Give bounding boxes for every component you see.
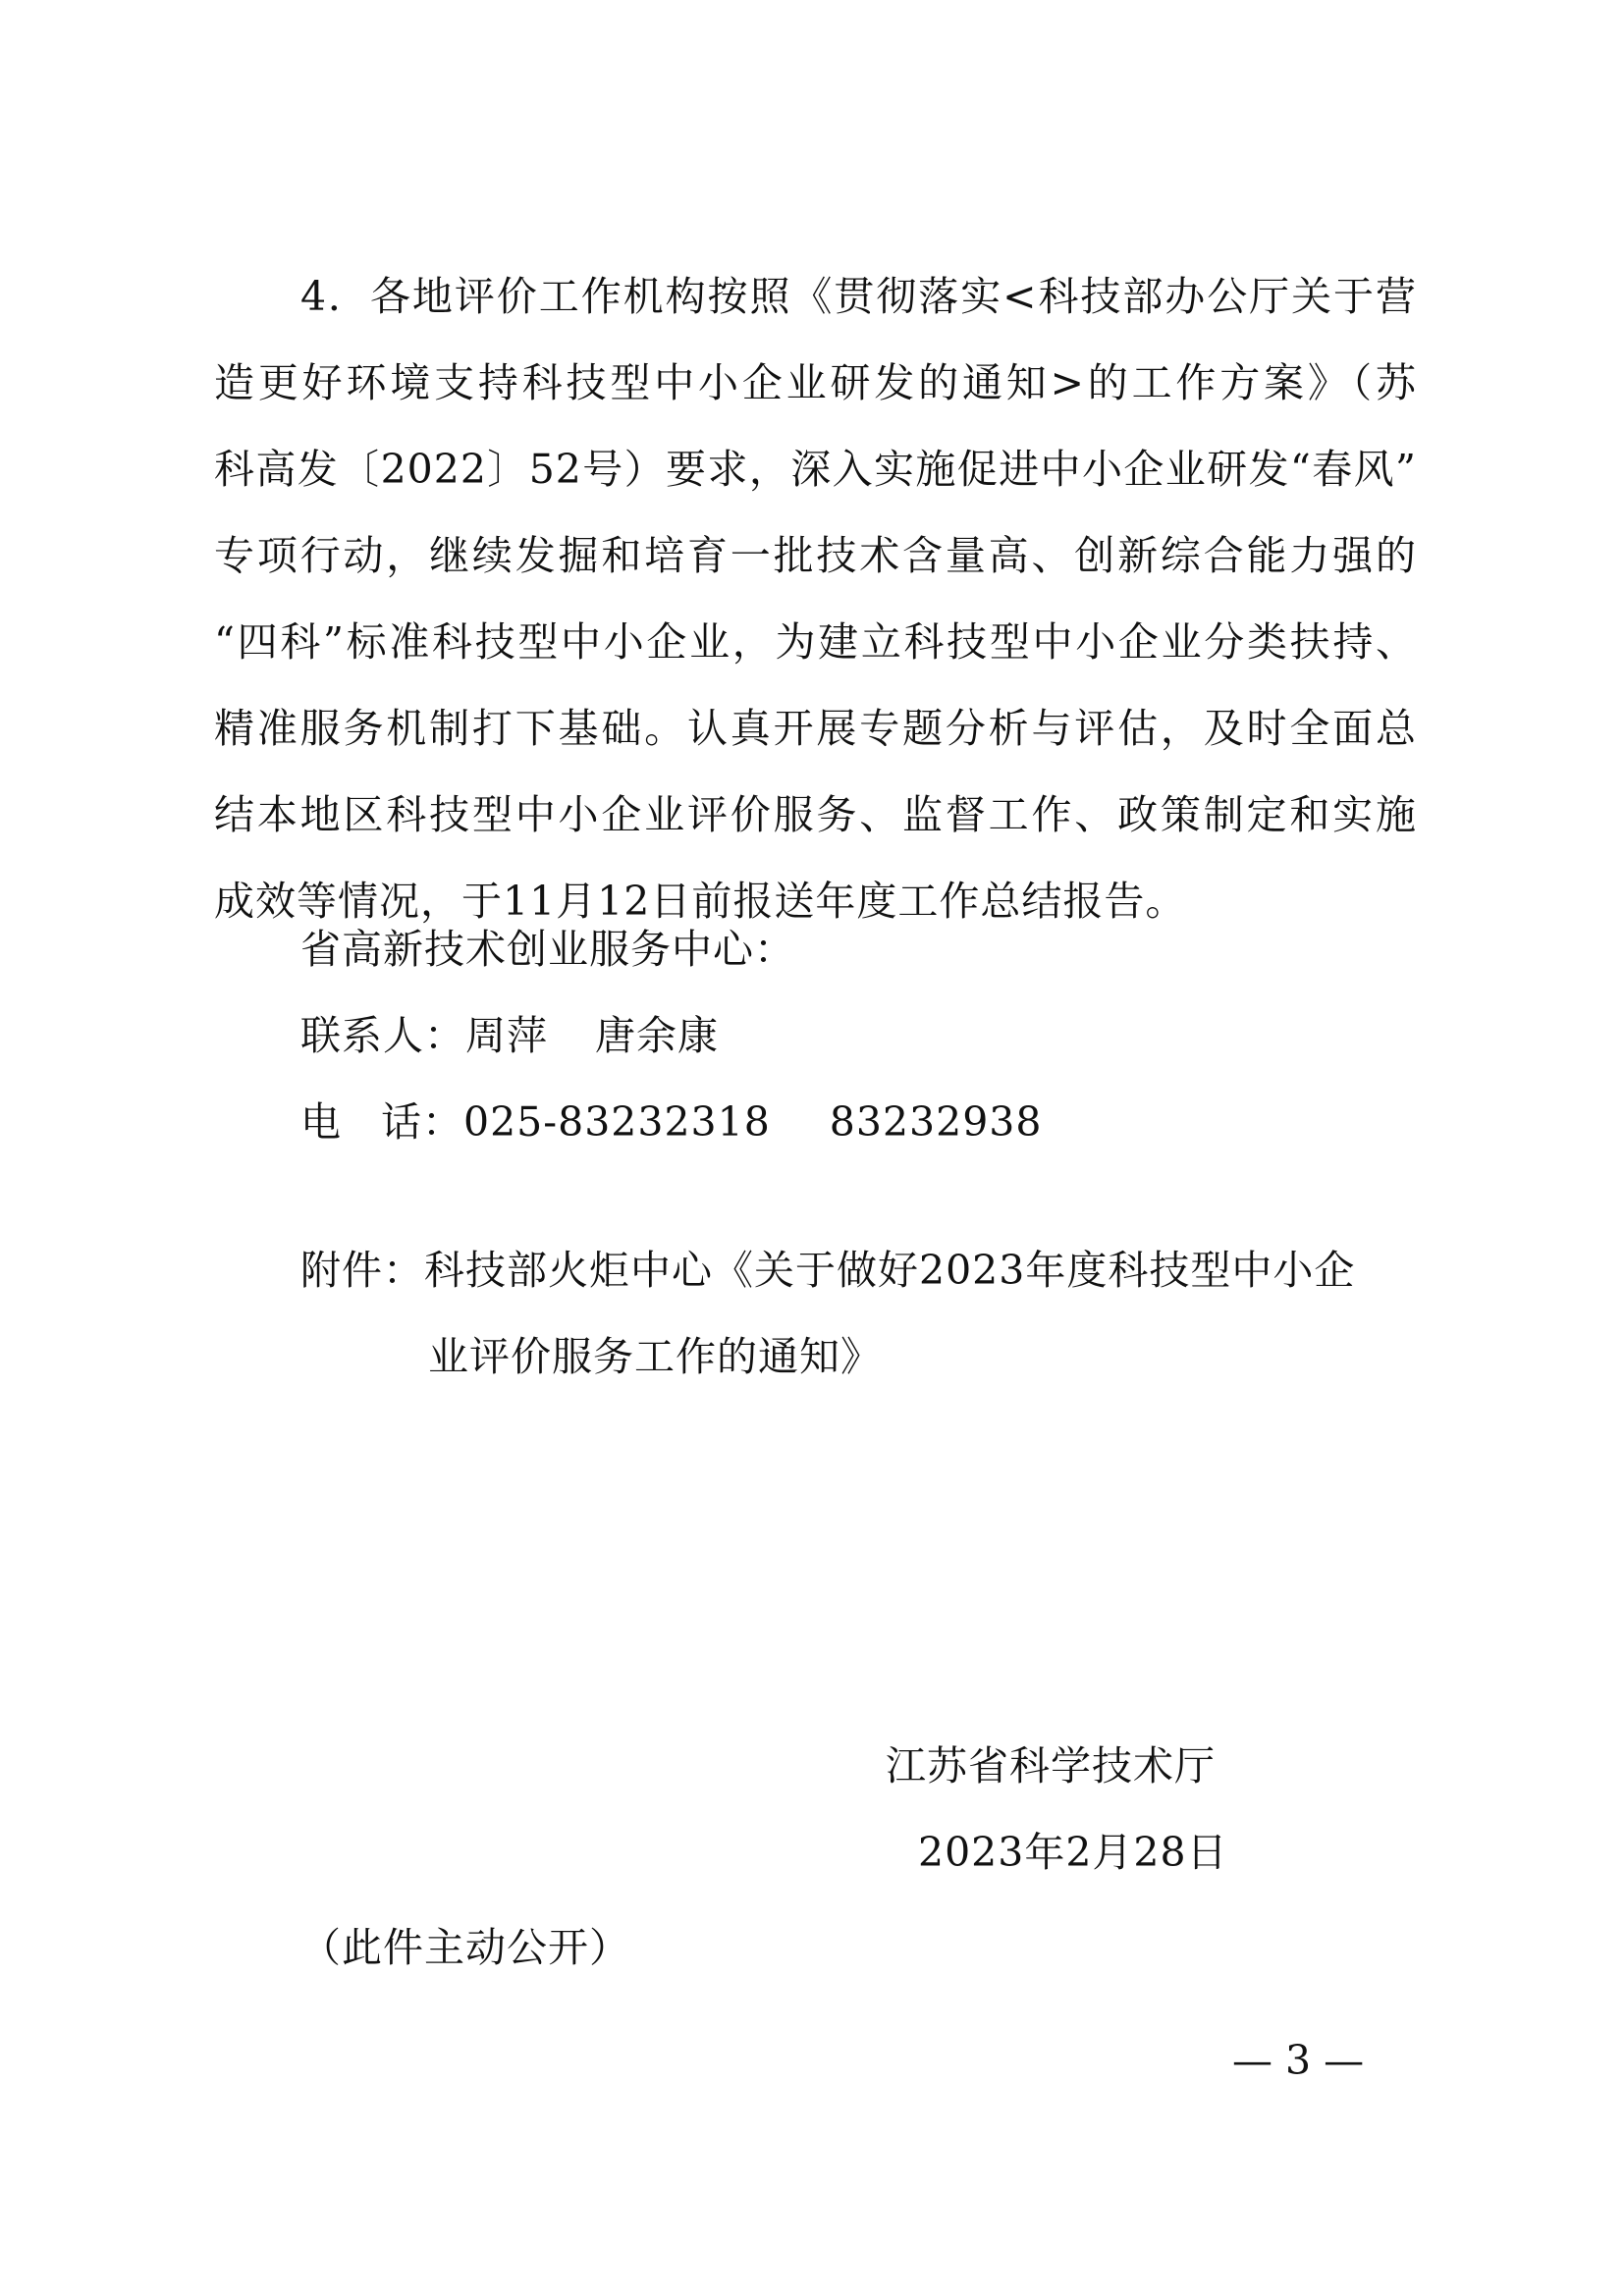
issue-date: 2023年2月28日 [918,1829,1228,1876]
phone-number-1: 025-83232318 [463,1098,771,1146]
paragraph-line: 精准服务机制打下基础。认真开展专题分析与评估，及时全面总 [214,705,1417,752]
paragraph-line: 科高发〔2022〕52号）要求，深入实施促进中小企业研发“春风” [214,446,1417,493]
page-number: — 3 — [1232,2037,1365,2084]
paragraph-line: 4．各地评价工作机构按照《贯彻落实<科技部办公厅关于营 [300,273,1417,320]
contact-person-line [300,992,719,1079]
body-paragraph [214,253,1417,944]
disclosure-note: （此件主动公开） [300,1924,630,1971]
phone-label-part-1: 电 [300,1098,342,1146]
issuer-name: 江苏省科学技术厅 [886,1742,1216,1789]
contact-person-1: 周萍 [465,1012,548,1059]
contact-title: 省高新技术创业服务中心： [300,926,795,973]
contact-phone-line [300,1079,1042,1165]
paragraph-line: 结本地区科技型中小企业评价服务、监督工作、政策制定和实施 [214,791,1417,838]
paragraph-line: 造更好环境支持科技型中小企业研发的通知>的工作方案》（苏 [214,359,1417,406]
attachment-line-1: 附件：科技部火炬中心《关于做好2023年度科技型中小企 [300,1247,1356,1294]
contact-person-label: 联系人： [300,1012,465,1059]
paragraph-line: “四科”标准科技型中小企业，为建立科技型中小企业分类扶持、 [214,618,1417,666]
paragraph-line: 成效等情况，于11月12日前报送年度工作总结报告。 [214,878,1187,925]
phone-label-part-2: 话： [381,1098,463,1146]
attachment-line-2: 业评价服务工作的通知》 [428,1333,882,1380]
paragraph-line: 专项行动，继续发掘和培育一批技术含量高、创新综合能力强的 [214,532,1417,579]
contact-person-2: 唐余康 [595,1012,719,1059]
phone-number-2: 83232938 [829,1098,1043,1146]
